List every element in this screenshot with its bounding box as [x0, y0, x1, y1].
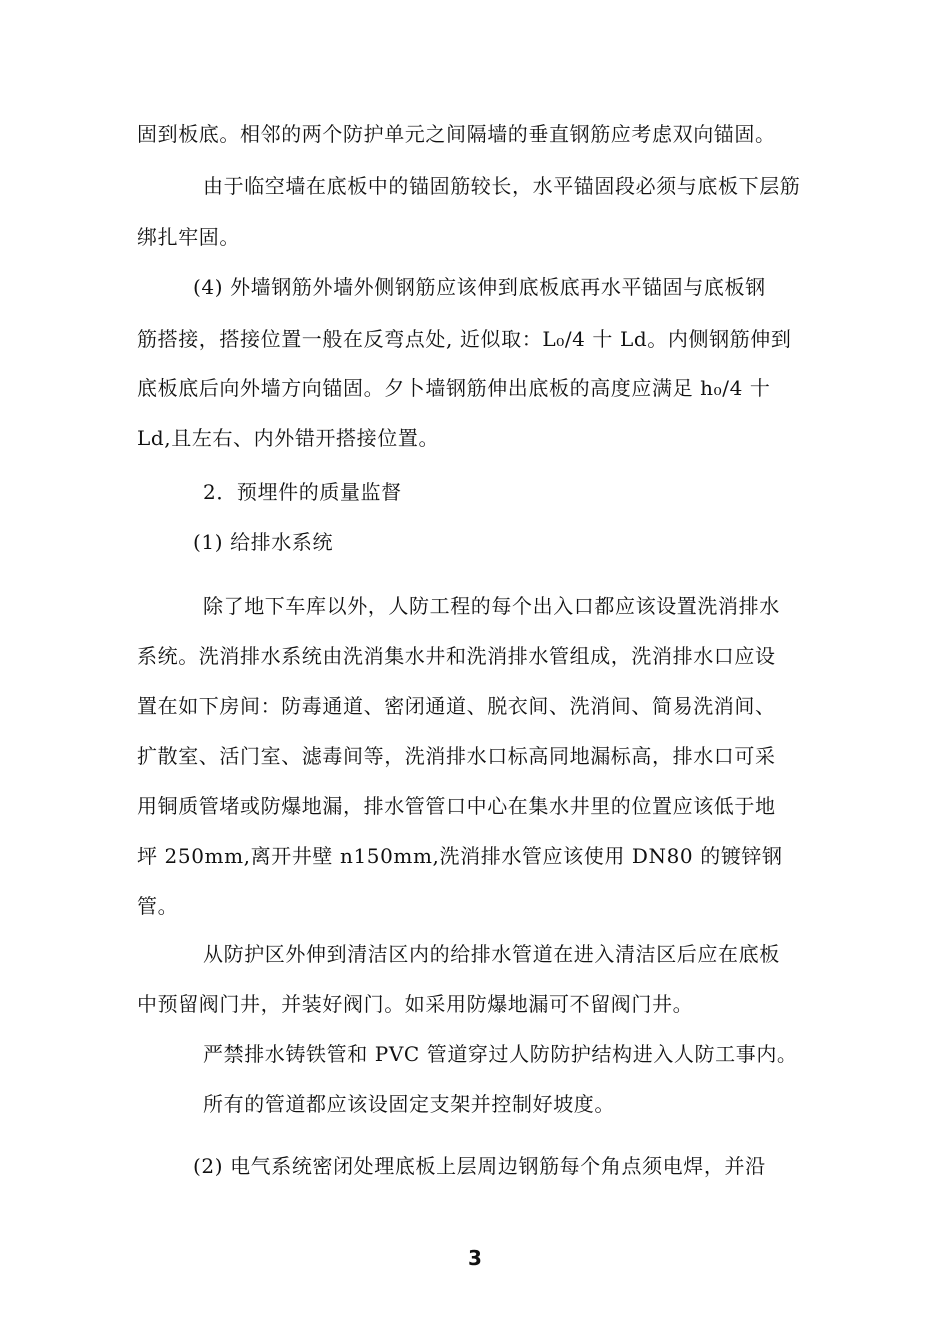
text-line-7: Ld,且左右、内外错开搭接位置。 — [137, 426, 440, 450]
text-line-3: 绑扎牢固。 — [137, 225, 240, 249]
subsection-heading-1: (1) 给排水系统 — [193, 530, 334, 554]
text-line-17: 从防护区外伸到清洁区内的给排水管道在进入清洁区后应在底板 — [203, 942, 780, 966]
page-number: 3 — [468, 1246, 482, 1270]
text-line-5: 筋搭接，搭接位置一般在反弯点处, 近似取：L₀/4 十 Ld。内侧钢筋伸到 — [137, 327, 792, 351]
subsection-heading-2: (2) 电气系统密闭处理底板上层周边钢筋每个角点须电焊，并沿 — [193, 1154, 766, 1178]
text-line-18: 中预留阀门井，并装好阀门。如采用防爆地漏可不留阀门井。 — [137, 992, 694, 1016]
text-line-6: 底板底后向外墙方向锚固。夕卜墙钢筋伸出底板的高度应满足 h₀/4 十 — [137, 376, 771, 400]
text-line-20: 所有的管道都应该设固定支架并控制好坡度。 — [203, 1092, 615, 1116]
text-line-14: 用铜质管堵或防爆地漏，排水管管口中心在集水井里的位置应该低于地 — [137, 794, 776, 818]
text-line-1: 固到板底。相邻的两个防护单元之间隔墙的垂直钢筋应考虑双向锚固。 — [137, 122, 776, 146]
section-heading: 2．预埋件的质量监督 — [203, 480, 402, 504]
text-line-16: 管。 — [137, 894, 179, 918]
text-line-11: 系统。洗消排水系统由洗消集水井和洗消排水管组成，洗消排水口应设 — [137, 644, 776, 668]
text-line-12: 置在如下房间：防毒通道、密闭通道、脱衣间、洗消间、简易洗消间、 — [137, 694, 776, 718]
text-line-19: 严禁排水铸铁管和 PVC 管道穿过人防防护结构进入人防工事内。 — [203, 1042, 798, 1066]
text-line-10: 除了地下车库以外，人防工程的每个出入口都应该设置洗消排水 — [203, 594, 780, 618]
text-line-13: 扩散室、活门室、滤毒间等，洗消排水口标高同地漏标高，排水口可采 — [137, 744, 776, 768]
text-line-2: 由于临空墙在底板中的锚固筋较长，水平锚固段必须与底板下层筋 — [203, 174, 801, 198]
text-line-15: 坪 250mm,离开井壁 n150mm,洗消排水管应该使用 DN80 的镀锌钢 — [137, 844, 783, 868]
text-line-4: (4) 外墙钢筋外墙外侧钢筋应该伸到底板底再水平锚固与底板钢 — [193, 275, 766, 299]
